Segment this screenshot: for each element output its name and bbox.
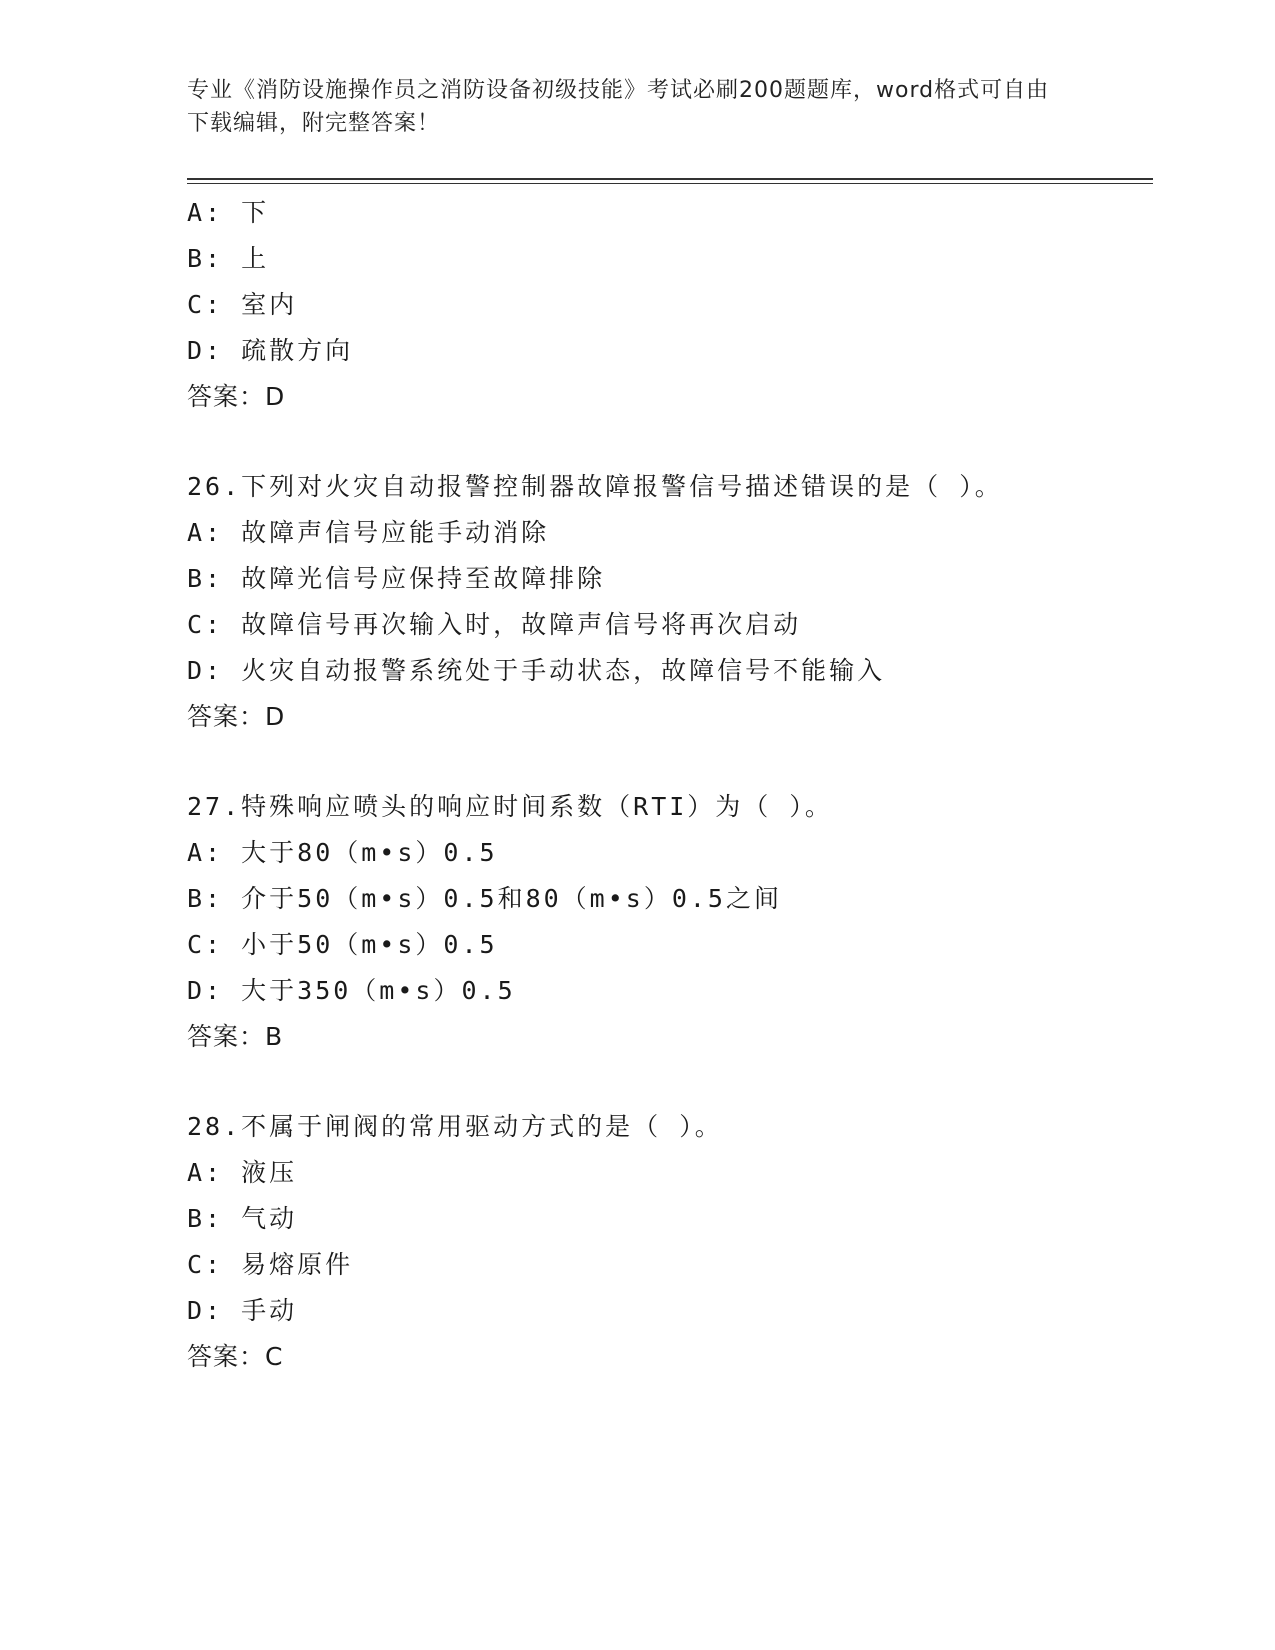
answer-line: 答案：B (187, 1022, 284, 1051)
option-a: A: 下 (187, 198, 270, 227)
option-d: D: 疏散方向 (187, 336, 354, 365)
answer-line: 答案：D (187, 702, 286, 731)
option-a: A: 故障声信号应能手动消除 (187, 518, 550, 547)
question-block-28 (187, 1104, 1137, 1380)
question-text: 28.不属于闸阀的常用驱动方式的是（ ）。 (187, 1112, 723, 1141)
option-a: A: 大于80（m•s）0.5 (187, 838, 498, 867)
option-c: C: 易熔原件 (187, 1250, 354, 1279)
option-d: D: 手动 (187, 1296, 298, 1325)
question-text: 26.下列对火灾自动报警控制器故障报警信号描述错误的是（ ）。 (187, 472, 1003, 501)
document-header: 专业《消防设施操作员之消防设备初级技能》考试必刷200题题库，word格式可自由下载编辑，附完整答案！ (187, 78, 1050, 136)
header-rule-thick (187, 178, 1153, 180)
question-text: 27.特殊响应喷头的响应时间系数（RTI）为（ ）。 (187, 792, 833, 821)
answer-line: 答案：D (187, 382, 286, 411)
answer-line: 答案：C (187, 1342, 284, 1371)
question-block-26 (187, 464, 1137, 740)
option-c: C: 故障信号再次输入时，故障声信号将再次启动 (187, 610, 802, 639)
option-b: B: 上 (187, 244, 270, 273)
question-block-27 (187, 784, 1137, 1060)
option-b: B: 故障光信号应保持至故障排除 (187, 564, 606, 593)
option-c: C: 小于50（m•s）0.5 (187, 930, 498, 959)
option-d: D: 大于350（m•s）0.5 (187, 976, 516, 1005)
option-c: C: 室内 (187, 290, 298, 319)
header-rule-thin (187, 183, 1153, 184)
option-b: B: 介于50（m•s）0.5和80（m•s）0.5之间 (187, 884, 782, 913)
prev-question-block (187, 190, 1137, 420)
option-d: D: 火灾自动报警系统处于手动状态，故障信号不能输入 (187, 656, 886, 685)
question-content (187, 190, 1137, 1380)
option-a: A: 液压 (187, 1158, 298, 1187)
option-b: B: 气动 (187, 1204, 298, 1233)
